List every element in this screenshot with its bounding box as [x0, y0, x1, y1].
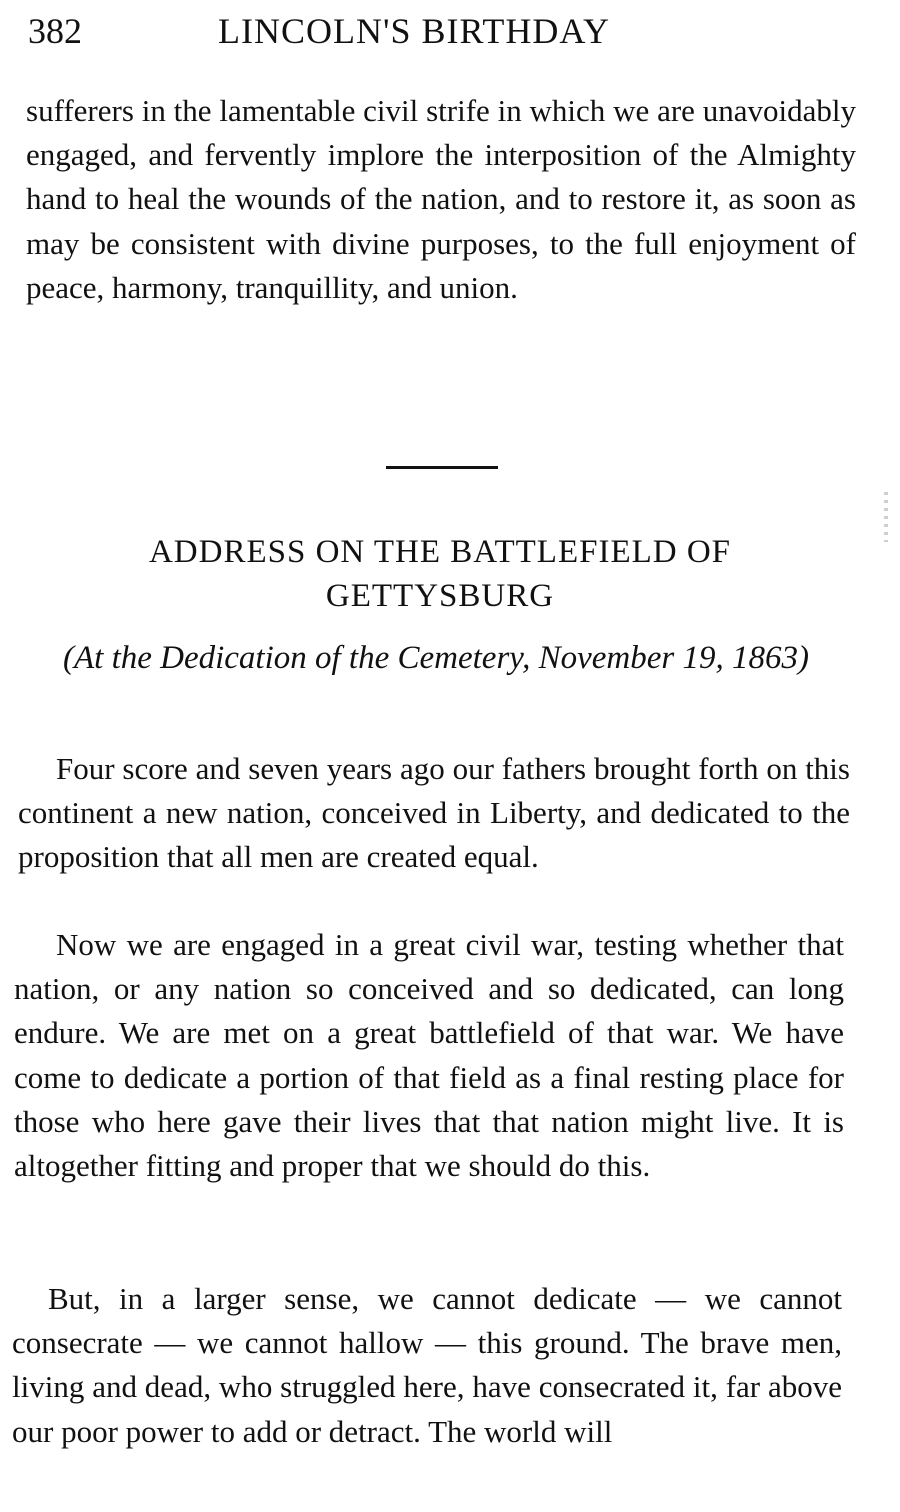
section-heading: ADDRESS ON THE BATTLEFIELD OF GETTYSBURG [148, 534, 732, 614]
continuation-paragraph: sufferers in the lamentable civil strife in which we are unavoidably engaged, and fervently implore the interposition of the Almighty hand to heal the wounds of the nation, and to restore it, as soon as may be consistent with divine purposes, to the full enjoyment of peace, harmony, tranquillity, and union. [26, 93, 856, 305]
address-paragraph-1: Four score and seven years ago our fathers brought forth on this continent a new nation, conceived in Liberty, and dedicated to the proposition that all men are created equal. [18, 751, 850, 875]
address-paragraph-3: But, in a larger sense, we cannot dedicate — we cannot consecrate — we cannot hallow — this ground. The brave men, living and dead, who struggled here, have consecrated it, far above our poor power to add or detract. The world will [12, 1281, 842, 1449]
margin-scan-mark [884, 492, 888, 542]
page-number: 382 [28, 11, 82, 51]
section-subheading: (At the Dedication of the Cemetery, November 19, 1863) [63, 640, 809, 676]
section-divider [386, 466, 498, 469]
address-paragraph-2: Now we are engaged in a great civil war, testing whether that nation, or any nation so conceived and so dedicated, can long endure. We are met on a great battlefield of that war. We have come to dedicate a portion of that field as a final resting place for those who here gave their lives that that nation might live. It is altogether fitting and proper that we should do this. [14, 927, 844, 1184]
running-head [28, 6, 868, 56]
running-title: LINCOLN'S BIRTHDAY [218, 11, 611, 51]
